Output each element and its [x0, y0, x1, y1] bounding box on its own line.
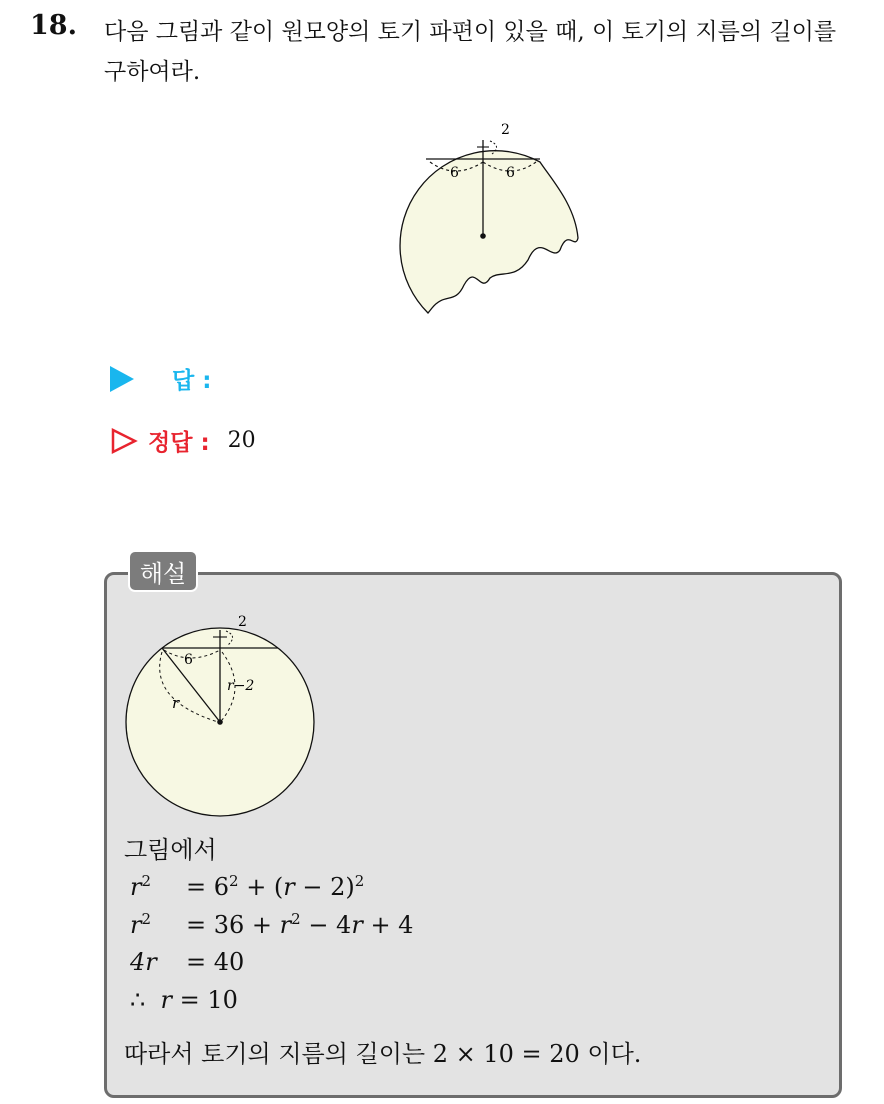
solution-tag: 해설 [128, 550, 198, 592]
solution-circle-figure [120, 612, 320, 817]
answer-label: 답 : [172, 368, 212, 394]
pottery-fragment-figure [380, 120, 590, 320]
answer-row [110, 362, 211, 395]
question-number: 18. [30, 10, 77, 41]
solution-intro: 그림에서 [124, 836, 217, 864]
fig1-label-6-right: 6 [506, 165, 515, 181]
fig1-label-6-left: 6 [450, 165, 459, 181]
correct-answer-value: 20 [227, 428, 256, 453]
correct-answer-label: 정답 : [148, 430, 210, 456]
question-text: 다음 그림과 같이 원모양의 토기 파편이 있을 때, 이 토기의 지름의 길이를 구하여라. [104, 19, 837, 85]
equation-3: 4r = 40 [130, 948, 245, 976]
equation-2: $r^2 = 36 + r^2 - 4r + 4$ [130, 910, 414, 939]
fig2-label-r-minus-2: r−2 [227, 678, 255, 694]
outline-triangle-icon [110, 427, 138, 455]
pottery-fragment-shape [400, 151, 578, 313]
equation-1: $r^2 = 6^2 + (r - 2)^2$ [130, 872, 365, 901]
fig2-label-6: 6 [184, 652, 193, 668]
fig2-label-2: 2 [238, 614, 247, 630]
equation-4: ∴ r = 10 [130, 986, 238, 1014]
play-icon [110, 366, 134, 392]
fig2-label-r: r [172, 694, 180, 712]
correct-answer-row [110, 424, 256, 457]
solution-conclusion: 따라서 토기의 지름의 길이는 2 × 10 = 20 이다. [124, 1040, 642, 1068]
fig1-label-2: 2 [501, 122, 510, 138]
